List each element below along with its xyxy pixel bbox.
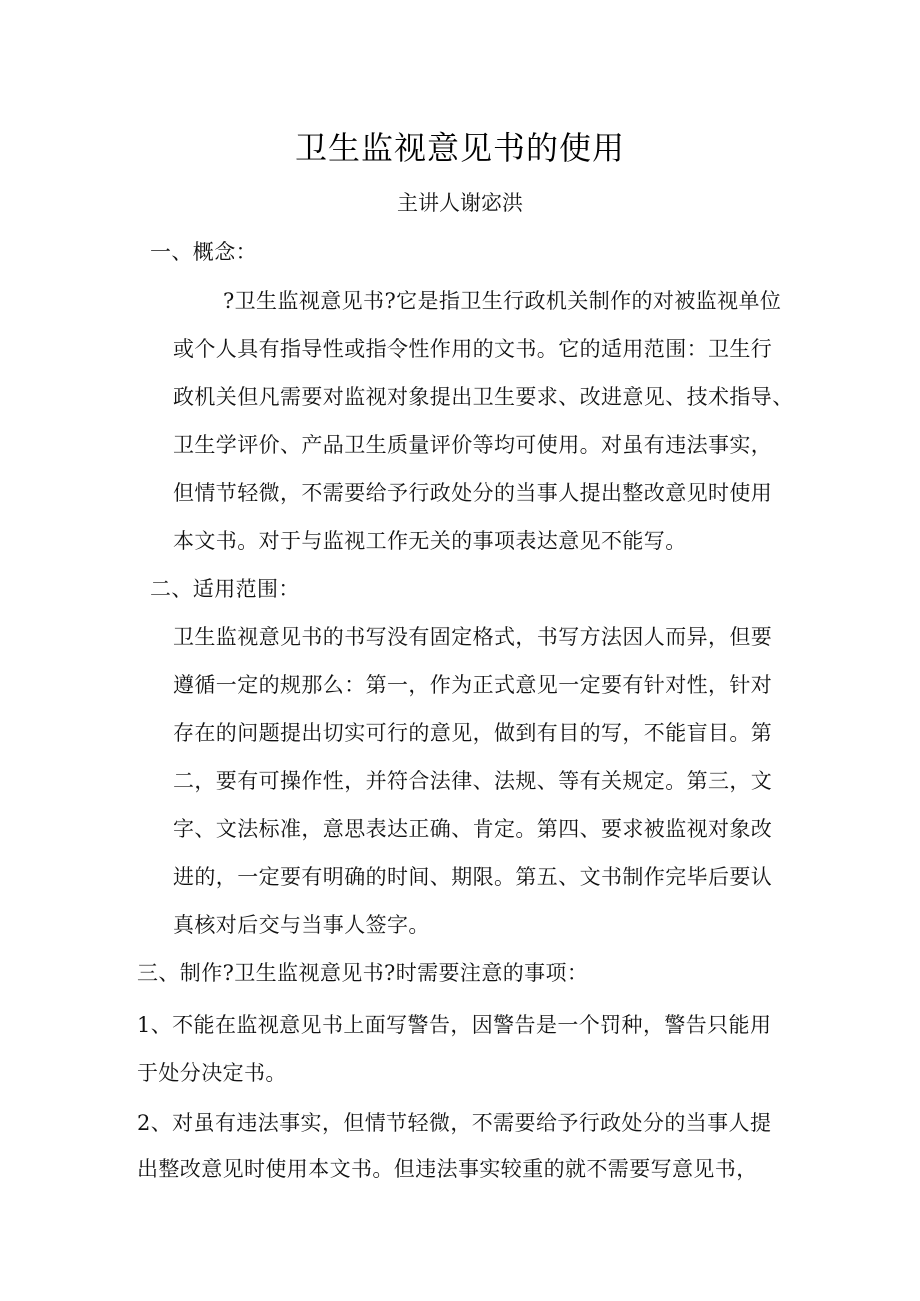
section2-line: 二，要有可操作性，并符合法律、法规、等有关规定。第三，文 bbox=[173, 769, 773, 793]
section1-line: 卫生学评价、产品卫生质量评价等均可使用。对虽有违法事实， bbox=[173, 433, 773, 457]
section3-item1-line: 于处分决定书。 bbox=[137, 1061, 287, 1085]
section2-line: 真核对后交与当事人签字。 bbox=[173, 913, 430, 937]
section3-heading: 三、制作?卫生监视意见书?时需要注意的事项： bbox=[137, 961, 589, 985]
document-title: 卫生监视意见书的使用 bbox=[294, 129, 625, 167]
section1-heading: 一、概念： bbox=[150, 240, 257, 264]
section2-line: 存在的问题提出切实可行的意见，做到有目的写，不能盲目。第 bbox=[173, 721, 773, 745]
section1-line: 政机关但凡需要对监视对象提出卫生要求、改进意见、技术指导、 bbox=[173, 385, 794, 409]
section2-line: 进的，一定要有明确的时间、期限。第五、文书制作完毕后要认 bbox=[173, 865, 773, 889]
section2-line: 字、文法标准，意思表达正确、肯定。第四、要求被监视对象改 bbox=[173, 817, 773, 841]
section1-line: ?卫生监视意见书?它是指卫生行政机关制作的对被监视单位 bbox=[223, 289, 782, 313]
section1-line: 或个人具有指导性或指令性作用的文书。它的适用范围：卫生行 bbox=[173, 337, 773, 361]
section2-line: 遵循一定的规那么：第一，作为正式意见一定要有针对性，针对 bbox=[173, 673, 773, 697]
section3-item2-line: 出整改意见时使用本文书。但违法事实较重的就不需要写意见书， bbox=[137, 1157, 758, 1181]
section2-heading: 二、适用范围： bbox=[150, 577, 300, 601]
section1-line: 本文书。对于与监视工作无关的事项表达意见不能写。 bbox=[173, 529, 687, 553]
section3-item2-line: 2、对虽有违法事实，但情节轻微，不需要给予行政处分的当事人提 bbox=[137, 1111, 772, 1135]
section3-item1-line: 1、不能在监视意见书上面写警告，因警告是一个罚种，警告只能用 bbox=[137, 1013, 772, 1037]
section2-line: 卫生监视意见书的书写没有固定格式，书写方法因人而异，但要 bbox=[173, 625, 773, 649]
section1-line: 但情节轻微，不需要给予行政处分的当事人提出整改意见时使用 bbox=[173, 481, 773, 505]
speaker-line: 主讲人谢宓洪 bbox=[397, 191, 523, 215]
